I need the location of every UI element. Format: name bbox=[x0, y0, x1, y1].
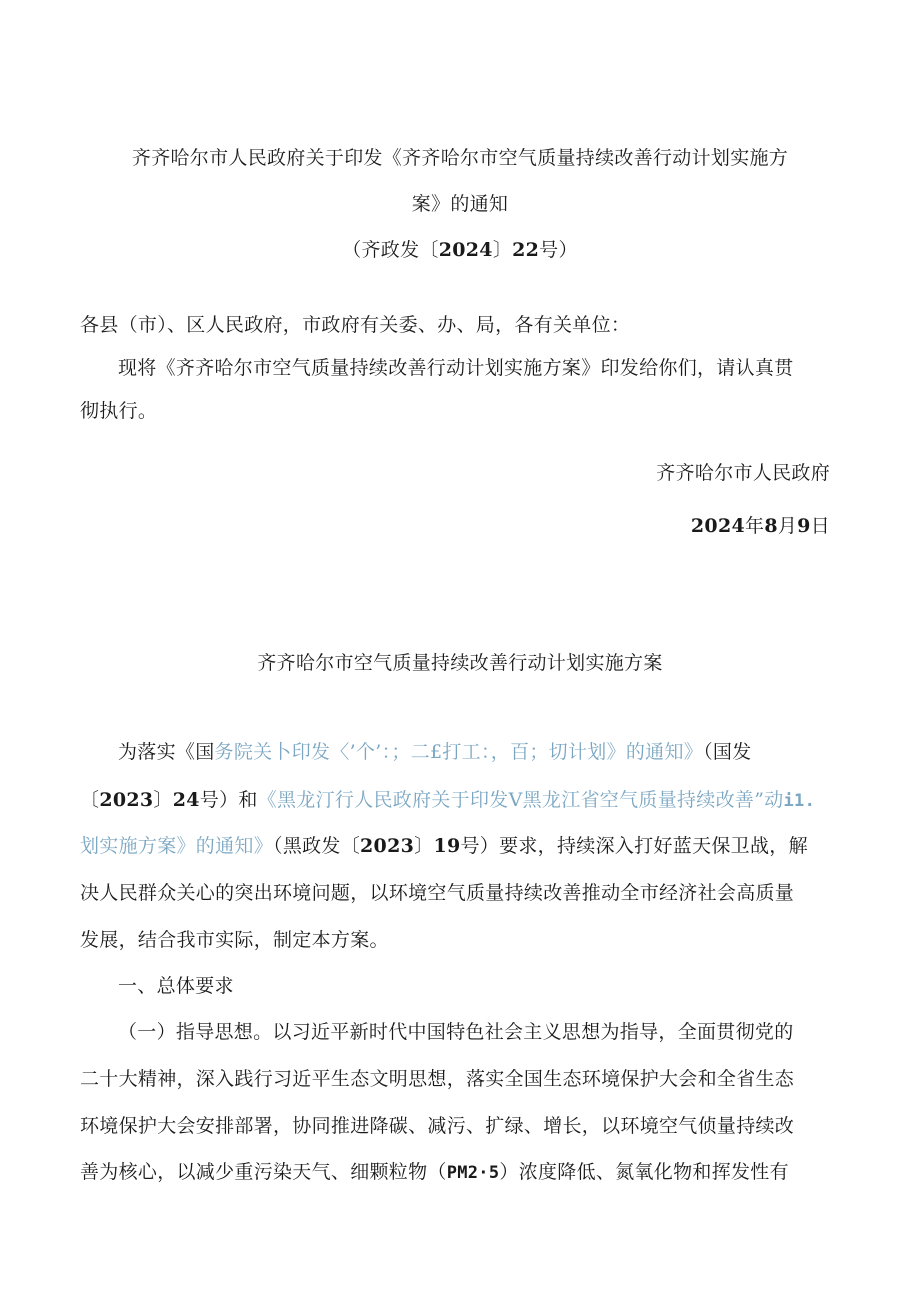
notice-date: 2024年8月9日 bbox=[690, 515, 830, 537]
plan-p2-line-3: 环境保护大会安排部署，协同推进降碳、减污、扩绿、增长，以环境空气侦量持续改 bbox=[80, 1115, 795, 1137]
cited-provincial-document-link-cont[interactable]: 划实施方案》的通知》 bbox=[80, 835, 274, 857]
plan-p1-line-3: 划实施方案》的通知》（黑政发〔2023〕19号）要求，持续深入打好蓝天保卫战，解 bbox=[80, 835, 808, 857]
notice-body-line-1: 现将《齐齐哈尔市空气质量持续改善行动计划实施方案》印发给你们，请认真贯 bbox=[118, 357, 794, 379]
plan-p1-line-5: 发展，结合我市实际，制定本方案。 bbox=[80, 929, 389, 951]
plan-p1-line-4: 决人民群众关心的突出环境问题，以环境空气质量持续改善推动全市经济社会高质量 bbox=[80, 882, 795, 904]
plan-p1-line-2: 〔2023〕24号）和《黑龙汀行人民政府关于印发V黑龙江省空气质量持续改善”动i1. bbox=[80, 789, 816, 811]
notice-doc-number: （齐政发〔2024〕22号） bbox=[342, 239, 578, 261]
plan-p2-line-2: 二十大精神，深入践行习近平生态文明思想，落实全国生态环境保护大会和全省生态 bbox=[80, 1068, 795, 1090]
plan-p2-line-1: （一）指导思想。以习近平新时代中国特色社会主义思想为指导，全面贯彻党的 bbox=[118, 1021, 794, 1043]
cited-provincial-document-link[interactable]: 《黑龙汀行人民政府关于印发V黑龙江省空气质量持续改善”动i1. bbox=[257, 789, 816, 811]
cited-document-link[interactable]: 务院关卜印发〈’个’：；二£打工：，百；切计划》的通知》 bbox=[214, 741, 704, 763]
notice-signer: 齐齐哈尔市人民政府 bbox=[656, 462, 830, 484]
notice-body-line-2: 彻执行。 bbox=[80, 400, 158, 422]
plan-p2-line-4: 善为核心，以减少重污染天气、细颗粒物（PM2·5）浓度降低、氮氧化物和挥发性有 bbox=[80, 1161, 789, 1183]
notice-title-line-1: 齐齐哈尔市人民政府关于印发《齐齐哈尔市空气质量持续改善行动计划实施方 bbox=[131, 147, 789, 169]
notice-salutation: 各县（市）、区人民政府，市政府有关委、办、局，各有关单位： bbox=[80, 314, 631, 336]
plan-title: 齐齐哈尔市空气质量持续改善行动计划实施方案 bbox=[257, 652, 663, 674]
section-heading-1: 一、总体要求 bbox=[118, 975, 234, 997]
notice-title-line-2: 案》的通知 bbox=[411, 193, 509, 215]
plan-p1-line-1: 为落实《国务院关卜印发〈’个’：；二£打工：，百；切计划》的通知》（国发 bbox=[118, 741, 752, 763]
